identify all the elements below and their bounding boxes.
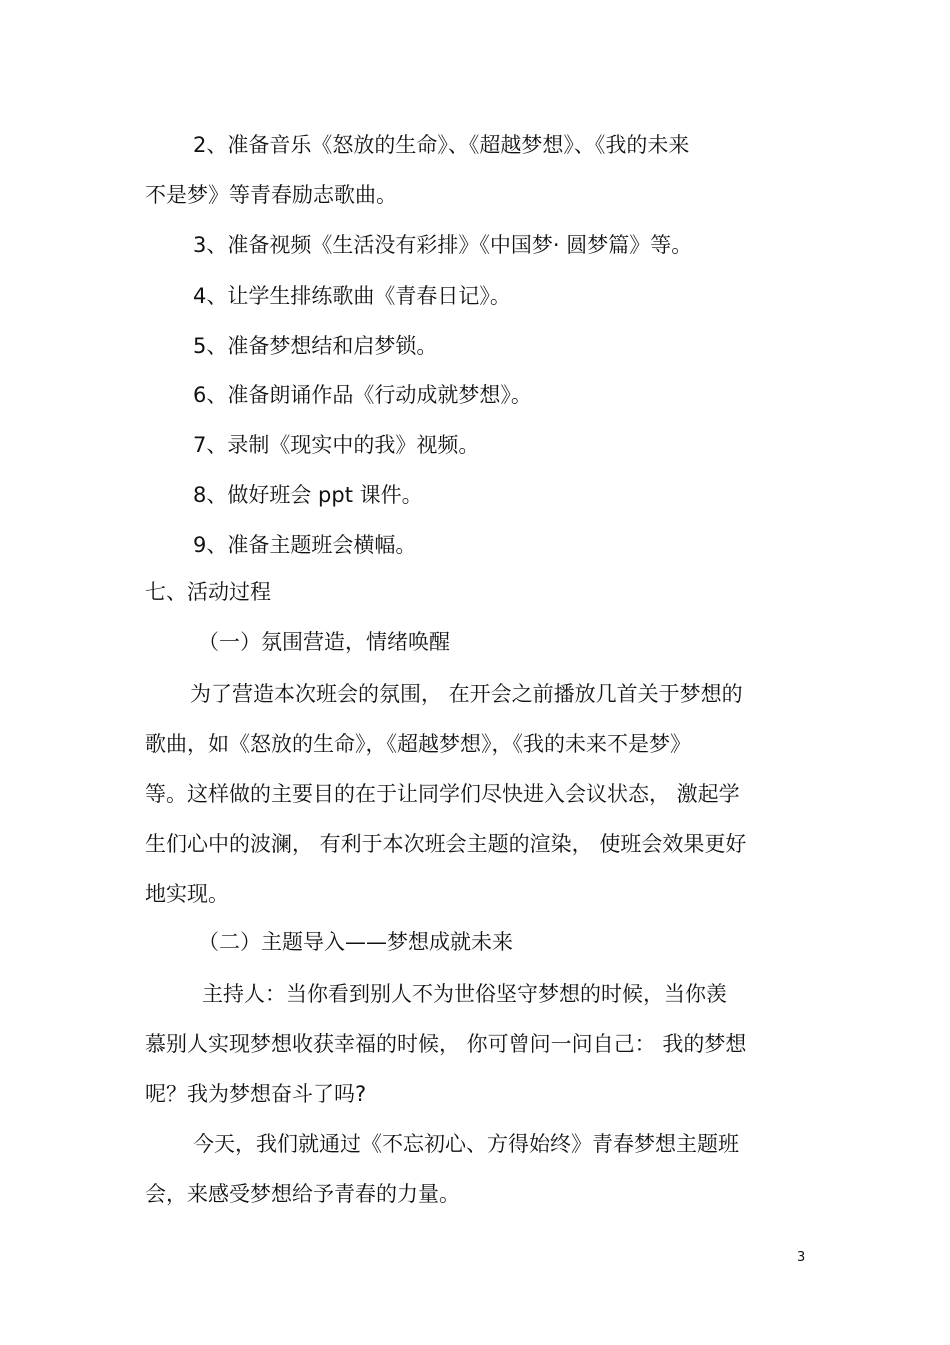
subsection-heading-1: （一）氛围营造，情绪唤醒 xyxy=(198,630,450,654)
paragraph-1-line-4: 生们心中的波澜， 有利于本次班会主题的渲染， 使班会效果更好 xyxy=(145,832,747,856)
paragraph-2-line-3: 呢？我为梦想奋斗了吗? xyxy=(145,1082,367,1106)
paragraph-3-line-1: 今天，我们就通过《不忘初心、方得始终》青春梦想主题班 xyxy=(193,1132,739,1156)
prep-item-4: 4、让学生排练歌曲《青春日记》。 xyxy=(193,284,511,308)
paragraph-3-line-2: 会，来感受梦想给予青春的力量。 xyxy=(145,1182,460,1206)
paragraph-2-line-1: 主持人：当你看到别人不为世俗坚守梦想的时候，当你羡 xyxy=(202,982,727,1006)
prep-item-5: 5、准备梦想结和启梦锁。 xyxy=(193,334,438,358)
prep-item-2-line-1: 2、准备音乐《怒放的生命》、《超越梦想》、《我的未来 xyxy=(193,133,690,157)
prep-item-6: 6、准备朗诵作品《行动成就梦想》。 xyxy=(193,383,532,407)
paragraph-1-line-5: 地实现。 xyxy=(145,882,229,906)
prep-item-7: 7、录制《现实中的我》视频。 xyxy=(193,433,480,457)
prep-item-3: 3、准备视频《生活没有彩排》《中国梦· 圆梦篇》等。 xyxy=(193,233,693,257)
paragraph-1-line-1: 为了营造本次班会的氛围， 在开会之前播放几首关于梦想的 xyxy=(190,682,743,706)
paragraph-1-line-2: 歌曲，如《怒放的生命》，《超越梦想》，《我的未来不是梦》 xyxy=(145,732,691,756)
prep-item-8: 8、做好班会 ppt 课件。 xyxy=(193,483,423,507)
page-number: 3 xyxy=(797,1250,806,1265)
prep-item-9: 9、准备主题班会横幅。 xyxy=(193,533,417,557)
subsection-heading-2: （二）主题导入——梦想成就未来 xyxy=(198,930,513,954)
paragraph-2-line-2: 慕别人实现梦想收获幸福的时候， 你可曾问一问自己： 我的梦想 xyxy=(145,1032,747,1056)
paragraph-1-line-3: 等。这样做的主要目的在于让同学们尽快进入会议状态， 激起学 xyxy=(145,782,740,806)
prep-item-2-line-2: 不是梦》等青春励志歌曲。 xyxy=(145,183,397,207)
section-heading: 七、活动过程 xyxy=(145,580,271,604)
